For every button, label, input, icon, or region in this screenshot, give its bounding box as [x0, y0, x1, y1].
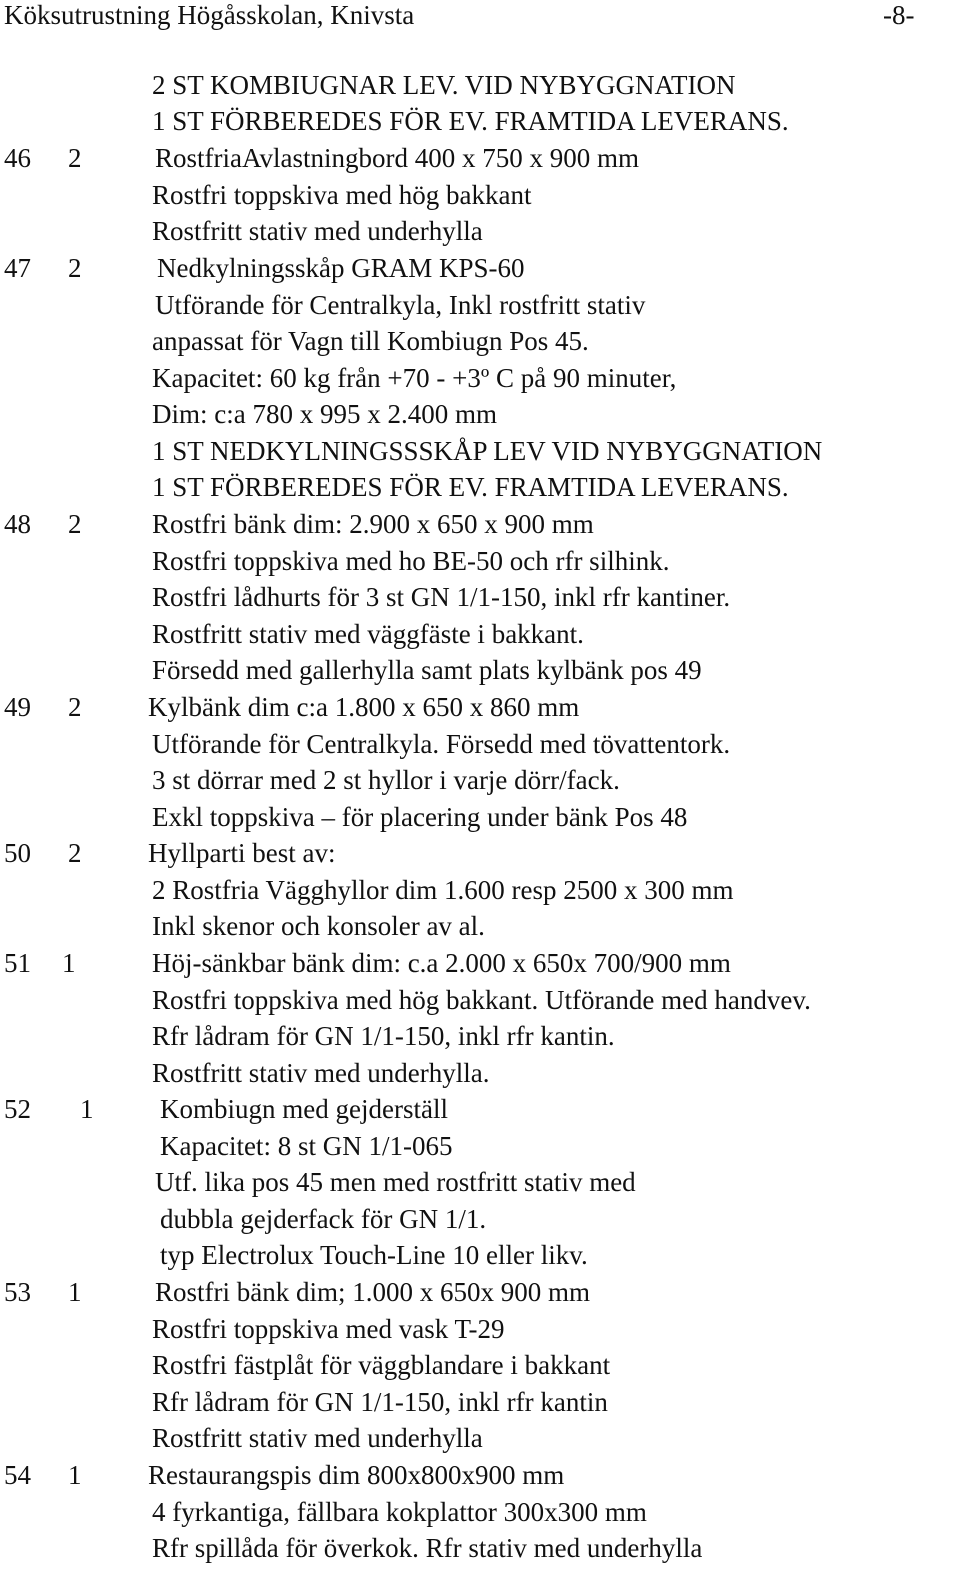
item-line: Hyllparti best av: [148, 838, 336, 868]
item-pos: 52 [4, 1094, 31, 1124]
item-line: Rostfri toppskiva med hög bakkant. Utförande med handvev. [152, 985, 811, 1015]
continuation-line: 1 ST FÖRBEREDES FÖR EV. FRAMTIDA LEVERANS. [152, 106, 789, 136]
item-line: Kylbänk dim c:a 1.800 x 650 x 860 mm [148, 692, 580, 722]
continuation-line: 2 ST KOMBIUGNAR LEV. VID NYBYGGNATION [152, 70, 736, 100]
item-line: Rfr lådram för GN 1/1-150, inkl rfr kantin. [152, 1021, 615, 1051]
item-line: 1 ST FÖRBEREDES FÖR EV. FRAMTIDA LEVERANS. [152, 472, 789, 502]
item-line: RostfriaAvlastningbord 400 x 750 x 900 mm [155, 143, 639, 173]
item-qty: 2 [68, 143, 82, 173]
item-qty: 1 [68, 1460, 82, 1490]
item-line: Rostfri lådhurts för 3 st GN 1/1-150, inkl rfr kantiner. [152, 582, 731, 612]
item-qty: 2 [68, 838, 82, 868]
item-line: Kombiugn med gejderställ [160, 1094, 448, 1124]
item-line: Rostfritt stativ med underhylla. [152, 1058, 490, 1088]
item-line: Rostfri bänk dim: 2.900 x 650 x 900 mm [152, 509, 594, 539]
item-qty: 1 [80, 1094, 94, 1124]
item-qty: 2 [68, 509, 82, 539]
item-line: Utförande för Centralkyla, Inkl rostfritt stativ [155, 290, 646, 320]
item-line: Rostfri toppskiva med vask T-29 [152, 1314, 505, 1344]
item-line: Nedkylningsskåp GRAM KPS-60 [157, 253, 525, 283]
item-line: Rostfri bänk dim; 1.000 x 650x 900 mm [155, 1277, 590, 1307]
item-line: Inkl skenor och konsoler av al. [152, 911, 485, 941]
item-qty: 2 [68, 692, 82, 722]
item-pos: 54 [4, 1460, 31, 1490]
item-line: Utförande för Centralkyla. Försedd med tövattentork. [152, 729, 731, 759]
item-line: Kapacitet: 8 st GN 1/1-065 [160, 1131, 453, 1161]
item-pos: 48 [4, 509, 31, 539]
item-line: Restaurangspis dim 800x800x900 mm [148, 1460, 565, 1490]
item-line: Rostfritt stativ med väggfäste i bakkant. [152, 619, 584, 649]
item-line: Rostfri fästplåt för väggblandare i bakkant [152, 1350, 611, 1380]
item-qty: 1 [62, 948, 76, 978]
item-pos: 51 [4, 948, 31, 978]
item-pos: 46 [4, 143, 31, 173]
item-qty: 2 [68, 253, 82, 283]
item-line: Utf. lika pos 45 men med rostfritt stativ med [155, 1167, 636, 1197]
item-line: Rostfri toppskiva med hög bakkant [152, 180, 532, 210]
page-number: -8- [883, 0, 915, 30]
item-line: typ Electrolux Touch-Line 10 eller likv. [160, 1240, 588, 1270]
item-line: Exkl toppskiva – för placering under bänk Pos 48 [152, 802, 688, 832]
item-qty: 1 [68, 1277, 82, 1307]
item-line: Försedd med gallerhylla samt plats kylbänk pos 49 [152, 655, 702, 685]
item-line: Rostfri toppskiva med ho BE-50 och rfr silhink. [152, 546, 670, 576]
item-pos: 53 [4, 1277, 31, 1307]
item-line: 2 Rostfria Vägghyllor dim 1.600 resp 2500 x 300 mm [152, 875, 734, 905]
item-line: 1 ST NEDKYLNINGSSSKÅP LEV VID NYBYGGNATION [152, 436, 823, 466]
item-line: 3 st dörrar med 2 st hyllor i varje dörr/fack. [152, 765, 620, 795]
item-line: anpassat för Vagn till Kombiugn Pos 45. [152, 326, 589, 356]
item-pos: 47 [4, 253, 31, 283]
item-line: Rfr lådram för GN 1/1-150, inkl rfr kantin [152, 1387, 608, 1417]
item-line: dubbla gejderfack för GN 1/1. [160, 1204, 487, 1234]
item-line: Rostfritt stativ med underhylla [152, 216, 483, 246]
document-title: Köksutrustning Högåsskolan, Knivsta [4, 0, 415, 30]
item-line: Dim: c:a 780 x 995 x 2.400 mm [152, 399, 497, 429]
item-line: Kapacitet: 60 kg från +70 - +3º C på 90 minuter, [152, 363, 677, 393]
item-line: Rfr spillåda för överkok. Rfr stativ med underhylla [152, 1533, 703, 1563]
item-line: 4 fyrkantiga, fällbara kokplattor 300x300 mm [152, 1497, 647, 1527]
item-pos: 49 [4, 692, 31, 722]
item-line: Höj-sänkbar bänk dim: c.a 2.000 x 650x 700/900 mm [152, 948, 731, 978]
item-line: Rostfritt stativ med underhylla [152, 1423, 483, 1453]
item-pos: 50 [4, 838, 31, 868]
